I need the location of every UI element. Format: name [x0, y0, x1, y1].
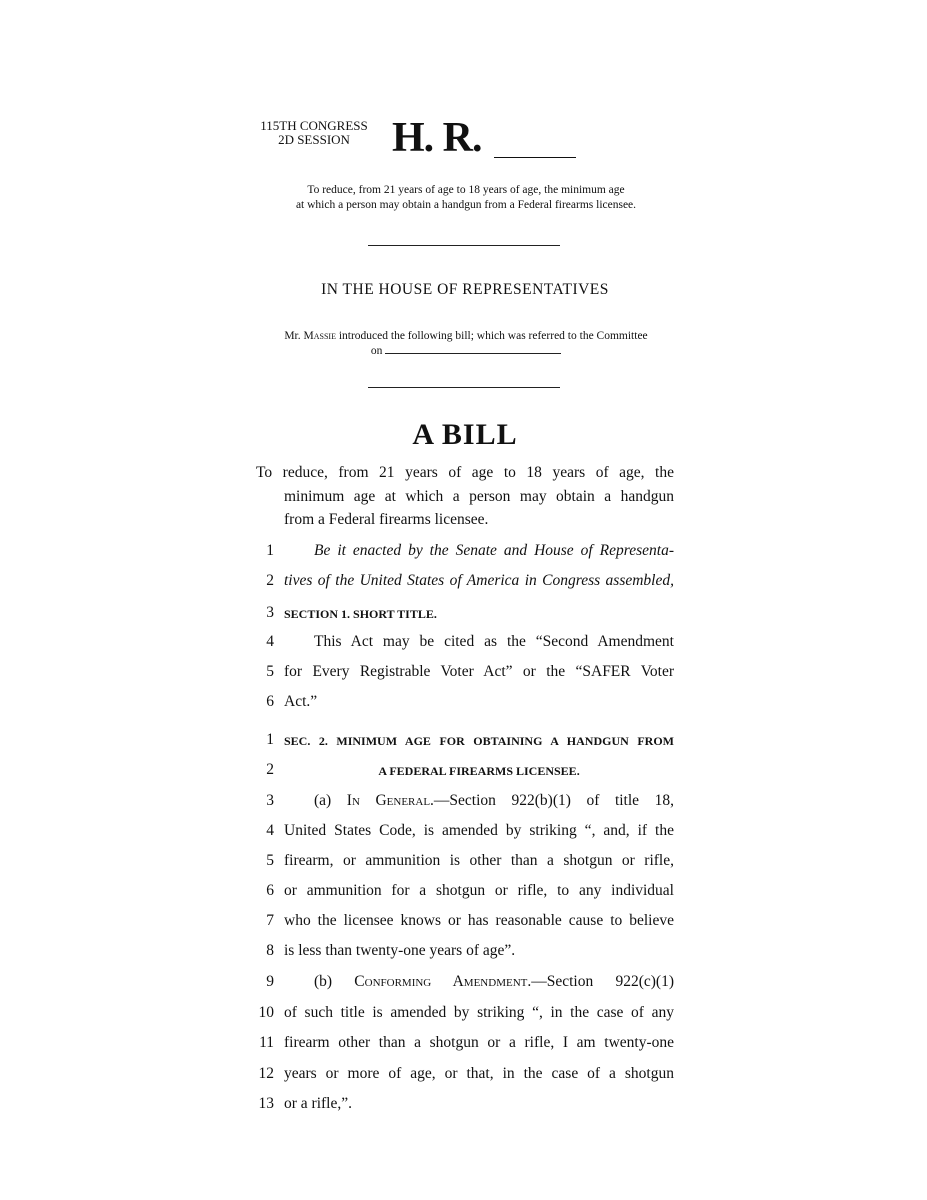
congress-session — [254, 119, 374, 147]
line-text: This Act may be cited as the “Second Amendment — [314, 633, 674, 650]
line-text: Act.” — [284, 693, 318, 710]
line-text — [284, 973, 674, 991]
line-number: 12 — [258, 1065, 274, 1082]
line-text: firearm, or ammunition is other than a shotgun or rifle, — [284, 852, 674, 869]
line-number: 11 — [259, 1034, 274, 1051]
bill-line — [250, 1034, 674, 1058]
line-text — [284, 792, 674, 810]
divider-rule — [368, 245, 560, 246]
bill-line — [250, 973, 674, 997]
bill-line — [250, 731, 674, 755]
line-number: 7 — [266, 912, 274, 929]
line-number: 4 — [266, 822, 274, 839]
line-text: years or more of age, or that, in the case of a shotgun — [284, 1065, 674, 1082]
line-text: tives of the United States of America in Congress assembled, — [284, 572, 674, 589]
bill-line — [250, 882, 674, 906]
bill-line — [250, 942, 674, 966]
line-text: is less than twenty-one years of age”. — [284, 942, 516, 959]
chamber-heading: IN THE HOUSE OF REPRESENTATIVES — [321, 281, 609, 298]
line-number: 1 — [266, 731, 274, 748]
line-text: firearm other than a shotgun or a rifle, I am twenty-one — [284, 1034, 674, 1051]
short-purpose-line: To reduce, from 21 years of age to 18 years of age, the minimum age — [307, 184, 625, 196]
line-text: of such title is amended by striking “, in the case of any — [284, 1004, 674, 1021]
bill-line — [250, 633, 674, 657]
line-number: 2 — [266, 761, 274, 778]
bill-line — [250, 572, 674, 596]
bill-line — [250, 663, 674, 687]
line-number: 13 — [258, 1095, 274, 1112]
line-number: 3 — [266, 604, 274, 621]
subsection-text: —Section 922(b)(1) of title 18, — [433, 792, 675, 809]
bill-line — [250, 761, 674, 785]
section-heading: A FEDERAL FIREARMS LICENSEE. — [378, 764, 580, 778]
line-number: 6 — [266, 693, 274, 710]
bill-heading: A BILL — [412, 418, 518, 451]
line-number: 4 — [266, 633, 274, 650]
line-number: 10 — [258, 1004, 274, 1021]
subsection-heading: In General. — [346, 792, 434, 809]
bill-number-blank — [494, 157, 576, 158]
line-number: 1 — [266, 542, 274, 559]
introduction-body: introduced the following bill; which was referred to the Committee — [338, 330, 648, 342]
long-title — [256, 461, 674, 532]
short-purpose-line: at which a person may obtain a handgun from a Federal firearms licensee. — [295, 199, 637, 211]
introduction-text — [256, 329, 676, 359]
line-text: or a rifle,”. — [284, 1095, 352, 1112]
session-number: 2D SESSION — [278, 132, 350, 147]
line-number: 3 — [266, 792, 274, 809]
bill-line — [250, 604, 674, 628]
line-text: for Every Registrable Voter Act” or the “SAFER Voter — [284, 663, 674, 680]
bill-line — [250, 912, 674, 936]
bill-line — [250, 542, 674, 566]
long-title-line: To reduce, from 21 years of age to 18 years of age, the — [256, 464, 674, 481]
section-heading: SECTION 1. SHORT TITLE. — [284, 607, 437, 621]
line-text: who the licensee knows or has reasonable cause to believe — [284, 912, 674, 929]
bill-line — [250, 792, 674, 816]
bill-designation: H. R. — [392, 115, 482, 161]
subsection-label: (b) — [314, 973, 333, 990]
bill-line — [250, 1004, 674, 1028]
section-heading: SEC. 2. MINIMUM AGE FOR OBTAINING A HANDGUN FROM — [284, 734, 674, 748]
line-number: 9 — [266, 973, 274, 990]
line-number: 6 — [266, 882, 274, 899]
line-number: 5 — [266, 852, 274, 869]
congress-number: 115TH CONGRESS — [260, 118, 368, 133]
subsection-heading: Conforming Amendment. — [354, 973, 532, 990]
bill-line — [250, 822, 674, 846]
committee-on: on — [370, 345, 383, 357]
line-text: or ammunition for a shotgun or rifle, to any individual — [284, 882, 674, 899]
short-purpose — [258, 183, 674, 213]
long-title-line: from a Federal firearms licensee. — [284, 511, 489, 528]
sponsor-name: Massie — [303, 330, 336, 342]
divider-rule — [368, 387, 560, 388]
committee-blank — [385, 353, 561, 354]
long-title-line: minimum age at which a person may obtain a handgun — [284, 487, 674, 505]
bill-line — [250, 693, 674, 717]
line-number: 5 — [266, 663, 274, 680]
line-number: 8 — [266, 942, 274, 959]
line-text: Be it enacted by the Senate and House of Representa- — [314, 542, 674, 559]
line-number: 2 — [266, 572, 274, 589]
subsection-label: (a) — [314, 792, 332, 809]
subsection-text: —Section 922(c)(1) — [531, 973, 674, 990]
bill-line — [250, 1065, 674, 1089]
sponsor-prefix: Mr. — [284, 330, 301, 342]
bill-line — [250, 1095, 674, 1119]
bill-line — [250, 852, 674, 876]
line-text: United States Code, is amended by striking “, and, if the — [284, 822, 674, 839]
